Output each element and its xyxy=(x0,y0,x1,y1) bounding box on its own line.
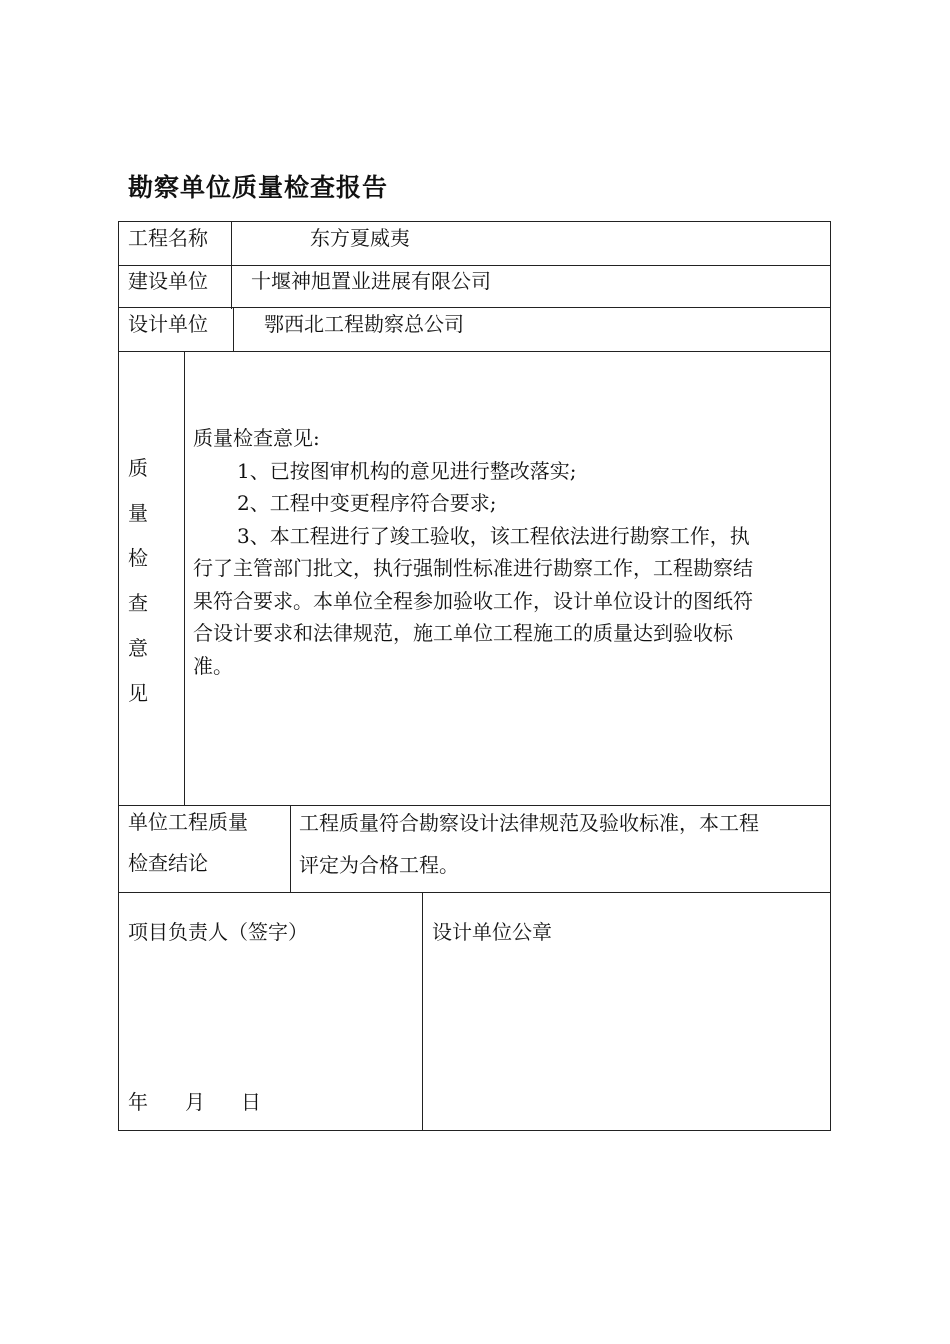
conclusion-label-line2: 检查结论 xyxy=(128,851,208,875)
project-name-value: 东方夏威夷 xyxy=(310,226,410,250)
page-title: 勘察单位质量检查报告 xyxy=(128,173,389,202)
column-divider xyxy=(422,892,423,1131)
opinion-line: 合设计要求和法律规范，施工单位工程施工的质量达到验收标 xyxy=(193,621,733,645)
column-divider xyxy=(290,805,291,893)
designer-value: 鄂西北工程勘察总公司 xyxy=(264,312,464,336)
row-divider xyxy=(118,307,831,308)
design-unit-seal-label: 设计单位公章 xyxy=(432,920,552,944)
opinion-line: 准。 xyxy=(193,653,233,678)
project-name-label: 工程名称 xyxy=(128,226,208,250)
opinion-line: 行了主管部门批文，执行强制性标准进行勘察工作，工程勘察结 xyxy=(193,556,753,580)
opinion-item: 2、工程中变更程序符合要求; xyxy=(237,491,497,515)
opinion-side-label: 质 量 检 查 意 见 xyxy=(128,456,148,705)
project-leader-signature-label: 项目负责人（签字） xyxy=(128,920,308,944)
table-border-top xyxy=(118,221,831,222)
table-border-bottom xyxy=(118,1130,831,1131)
conclusion-text-line1: 工程质量符合勘察设计法律规范及验收标准，本工程 xyxy=(299,811,759,835)
row-divider xyxy=(118,892,831,893)
column-divider xyxy=(233,307,234,352)
builder-label: 建设单位 xyxy=(128,269,208,293)
conclusion-text-line2: 评定为合格工程。 xyxy=(299,853,459,877)
opinion-heading: 质量检查意见: xyxy=(193,426,320,450)
designer-label: 设计单位 xyxy=(128,312,208,336)
opinion-text xyxy=(193,422,825,682)
opinion-item: 1、已按图审机构的意见进行整改落实; xyxy=(237,458,577,483)
opinion-line: 果符合要求。本单位全程参加验收工作，设计单位设计的图纸符 xyxy=(193,588,753,613)
column-divider xyxy=(231,221,232,309)
row-divider xyxy=(118,805,831,806)
conclusion-label-line1: 单位工程质量 xyxy=(128,810,248,834)
date-month: 月 xyxy=(185,1090,205,1114)
opinion-item: 3、本工程进行了竣工验收，该工程依法进行勘察工作，执 xyxy=(237,523,750,548)
table-border-right xyxy=(830,221,831,1131)
row-divider xyxy=(118,265,831,266)
row-divider xyxy=(118,351,831,352)
builder-value: 十堰神旭置业进展有限公司 xyxy=(251,269,491,293)
table-border-left xyxy=(118,221,119,1131)
date-year: 年 xyxy=(128,1090,148,1114)
column-divider xyxy=(184,351,185,806)
date-day: 日 xyxy=(241,1090,261,1114)
